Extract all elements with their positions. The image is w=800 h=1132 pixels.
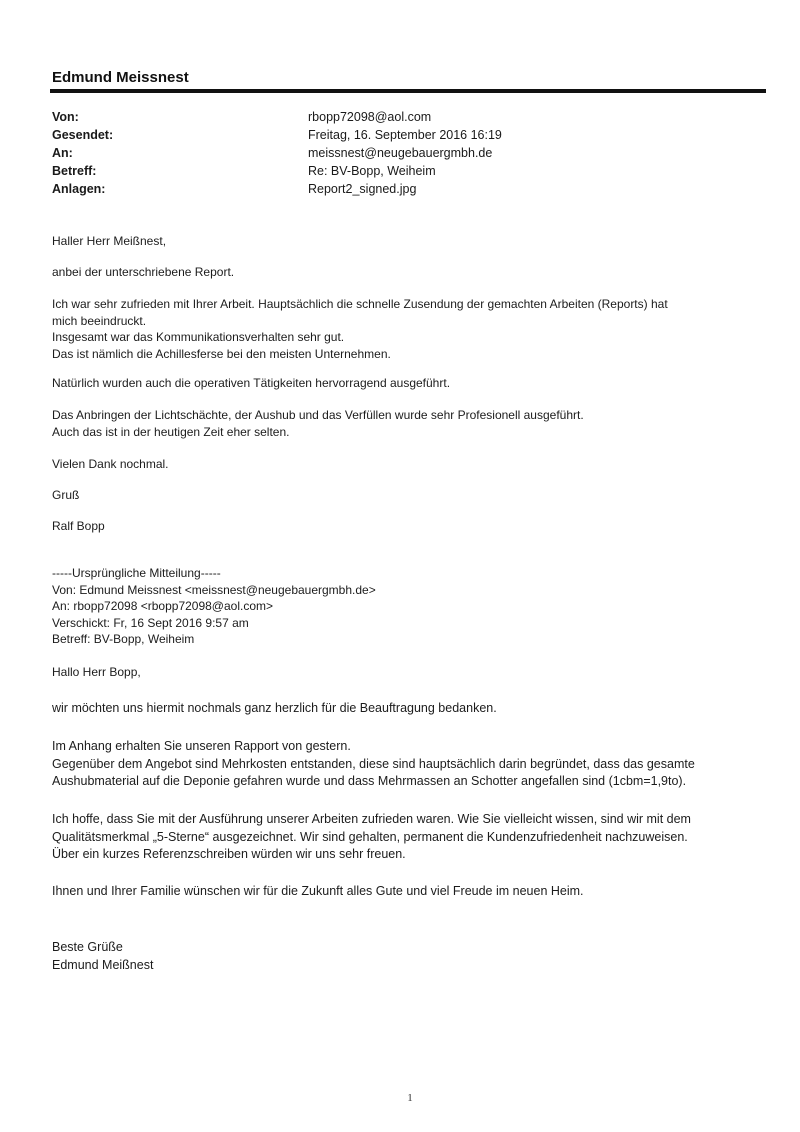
reply-paragraph-1: anbei der unterschriebene Report. [52, 265, 235, 279]
reply-paragraph-4 [52, 407, 764, 440]
text-line: Ich war sehr zufrieden mit Ihrer Arbeit. Hauptsächlich die schnelle Zusendung der gemachten Arbeiten (Reports) hat [52, 297, 668, 311]
header-value-subject: Re: BV-Bopp, Weiheim [308, 164, 436, 178]
text-line: Insgesamt war das Kommunikationsverhalten sehr gut. [52, 330, 345, 344]
original-paragraph-2 [52, 738, 764, 791]
sender-name-title: Edmund Meissnest [52, 69, 189, 86]
text-line: Aushubmaterial auf die Deponie gefahren wurde und dass Mehrmassen an Schotter angefallen sind (1cbm=1,9to). [52, 774, 687, 788]
header-label-to: An: [52, 146, 73, 160]
text-line: Über ein kurzes Referenzschreiben würden wir uns sehr freuen. [52, 847, 406, 861]
original-paragraph-4: Ihnen und Ihrer Familie wünschen wir für die Zukunft alles Gute und viel Freude im neuen Heim. [52, 884, 584, 898]
original-signature: Edmund Meißnest [52, 958, 154, 972]
header-value-sent: Freitag, 16. September 2016 16:19 [308, 128, 502, 142]
text-line: Das Anbringen der Lichtschächte, der Aushub und das Verfüllen wurde sehr Profesionell ausgeführt. [52, 408, 584, 422]
text-line: Qualitätsmerkmal „5-Sterne“ ausgezeichnet. Wir sind gehalten, permanent die Kundenzufriedenheit nachzuweisen. [52, 829, 688, 844]
reply-greeting: Haller Herr Meißnest, [52, 234, 167, 248]
text-line: Im Anhang erhalten Sie unseren Rapport von gestern. [52, 739, 351, 753]
text-line: Gegenüber dem Angebot sind Mehrkosten entstanden, diese sind hauptsächlich darin begründet, dass das gesamte [52, 756, 695, 771]
text-line: An: rbopp72098 <rbopp72098@aol.com> [52, 599, 274, 613]
reply-paragraph-2 [52, 296, 764, 362]
text-line: -----Ursprüngliche Mitteilung----- [52, 566, 221, 580]
original-paragraph-1: wir möchten uns hiermit nochmals ganz herzlich für die Beauftragung bedanken. [52, 701, 497, 715]
header-divider [50, 89, 766, 93]
header-value-attachments: Report2_signed.jpg [308, 182, 417, 196]
page-number: 1 [407, 1092, 413, 1104]
original-message-header [52, 565, 764, 648]
header-label-attachments: Anlagen: [52, 182, 106, 196]
header-value-to: meissnest@neugebauergmbh.de [308, 146, 493, 160]
reply-paragraph-3: Natürlich wurden auch die operativen Tätigkeiten hervorragend ausgeführt. [52, 376, 451, 390]
original-closing: Beste Grüße [52, 940, 123, 954]
text-line: Auch das ist in der heutigen Zeit eher selten. [52, 424, 290, 439]
original-paragraph-3 [52, 811, 764, 864]
text-line: Von: Edmund Meissnest <meissnest@neugebauergmbh.de> [52, 582, 376, 597]
text-line: Ich hoffe, dass Sie mit der Ausführung unserer Arbeiten zufrieden waren. Wie Sie vielleicht wissen, sind wir mit dem [52, 812, 691, 826]
text-line: Verschickt: Fr, 16 Sept 2016 9:57 am [52, 615, 249, 630]
header-label-sent: Gesendet: [52, 128, 114, 142]
reply-paragraph-5: Vielen Dank nochmal. [52, 457, 169, 471]
text-line: Das ist nämlich die Achillesferse bei den meisten Unternehmen. [52, 346, 391, 361]
original-greeting: Hallo Herr Bopp, [52, 665, 141, 679]
header-label-from: Von: [52, 110, 79, 124]
reply-closing: Gruß [52, 488, 80, 502]
text-line: Betreff: BV-Bopp, Weiheim [52, 632, 195, 646]
header-label-subject: Betreff: [52, 164, 97, 178]
text-line: mich beeindruckt. [52, 313, 147, 328]
reply-signature: Ralf Bopp [52, 519, 105, 533]
header-value-from: rbopp72098@aol.com [308, 110, 432, 124]
